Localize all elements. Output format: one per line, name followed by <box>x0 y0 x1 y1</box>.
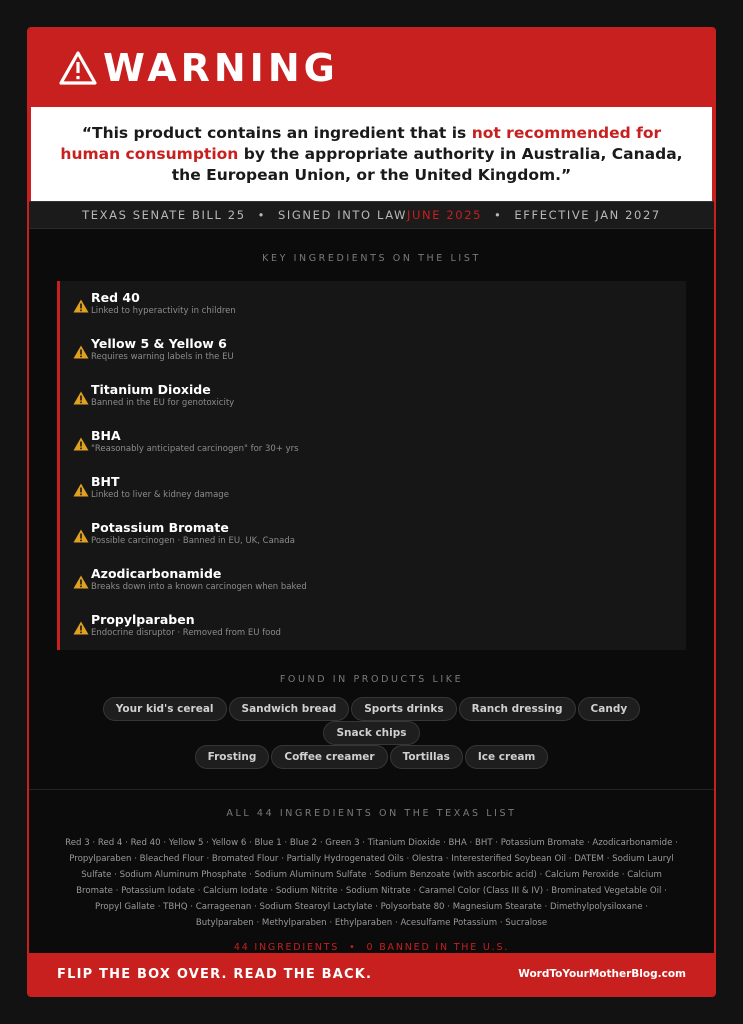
ingredient-description: Endocrine disruptor · Removed from EU food <box>91 628 281 638</box>
law-info-bar <box>29 201 714 229</box>
product-chips-row-1 <box>59 697 684 745</box>
ingredient-description: Linked to hyperactivity in children <box>91 306 236 316</box>
ingredient-description: Banned in the EU for genotoxicity <box>91 398 235 408</box>
ingredient-text <box>91 379 234 410</box>
ingredient-name: Propylparaben <box>91 612 195 627</box>
warning-icon <box>73 575 89 589</box>
signed-prefix: SIGNED INTO LAW <box>278 208 408 222</box>
ingredient-name: Azodicarbonamide <box>91 566 222 581</box>
warning-icon <box>73 483 89 497</box>
ingredient-item <box>60 287 686 333</box>
product-chip: Snack chips <box>323 721 419 745</box>
totals-separator: • <box>349 942 357 953</box>
warning-icon <box>73 529 89 543</box>
ingredient-text <box>91 609 281 640</box>
bill-name: TEXAS SENATE BILL 25 <box>82 208 246 222</box>
ingredient-text <box>91 333 234 364</box>
ingredient-item <box>60 333 686 379</box>
quote-highlight: not recommended for human consumption <box>60 123 662 163</box>
warning-icon <box>73 437 89 451</box>
ingredient-item <box>60 517 686 563</box>
product-chips-row-2 <box>59 745 684 769</box>
all-ingredients-heading: ALL 44 INGREDIENTS ON THE TEXAS LIST <box>226 808 517 819</box>
product-chip: Candy <box>578 697 641 721</box>
product-chip: Tortillas <box>390 745 463 769</box>
warning-icon <box>73 345 89 359</box>
ingredient-description: Breaks down into a known carcinogen when baked <box>91 582 307 592</box>
warning-icon <box>73 621 89 635</box>
ingredient-name: Yellow 5 & Yellow 6 <box>91 336 227 351</box>
total-ingredients: 44 INGREDIENTS <box>233 942 340 953</box>
product-chip: Your kid's cereal <box>103 697 227 721</box>
signed-date: JUNE 2025 <box>407 208 483 222</box>
ingredient-description: Requires warning labels in the EU <box>91 352 234 362</box>
product-chip: Ice cream <box>465 745 548 769</box>
ingredient-name: Potassium Bromate <box>91 520 229 535</box>
section-divider <box>29 789 714 790</box>
warning-icon <box>73 299 89 313</box>
ingredient-description: Possible carcinogen · Banned in EU, UK, Canada <box>91 536 295 546</box>
found-in-heading: FOUND IN PRODUCTS LIKE <box>279 674 464 685</box>
ingredient-description: Linked to liver & kidney damage <box>91 490 229 500</box>
law-separator: • <box>257 208 267 222</box>
ingredient-item <box>60 471 686 517</box>
ingredient-description: "Reasonably anticipated carcinogen" for 30+ yrs <box>91 444 299 454</box>
ingredient-text <box>91 425 299 456</box>
site-link[interactable]: WordToYourMotherBlog.com <box>518 968 686 980</box>
product-chip: Coffee creamer <box>271 745 387 769</box>
product-chip: Sandwich bread <box>229 697 350 721</box>
key-ingredients-heading: KEY INGREDIENTS ON THE LIST <box>262 253 481 264</box>
warning-quote <box>51 123 692 186</box>
warning-triangle-icon <box>59 51 97 85</box>
footer-cta: FLIP THE BOX OVER. READ THE BACK. <box>57 966 373 982</box>
product-chip: Frosting <box>195 745 270 769</box>
all-ingredients-list: Red 3 · Red 4 · Red 40 · Yellow 5 · Yellow 6 · Blue 1 · Blue 2 · Green 3 · Titanium Dioxide · BHA · BHT · Potassium Bromate · Azodicarbonamide · Propylparaben · Bleached Flour · Bromated Flour · Partially Hydrogenated Oils · Olestra · Interesterified Soybean Oil · DATEM · Sodium Lauryl Sulfate · Sodium Aluminum Phosphate · Sodium Aluminum Sulfate · Sodium Benzoate (with ascorbic acid) · Calcium Peroxide · Calcium Bromate · Potassium Iodate · Calcium Iodate · Sodium Nitrite · Sodium Nitrate · Caramel Color (Class III & IV) · Brominated Vegetable Oil · Propyl Gallate · TBHQ · Carrageenan · Sodium Stearoyl Lactylate · Polysorbate 80 · Magnesium Stearate · Dimethylpolysiloxane · Butylparaben · Methylparaben · Ethylparaben · Acesulfame Potassium · Sucralose <box>65 838 678 928</box>
ingredient-name: Red 40 <box>91 290 140 305</box>
key-ingredients-list <box>57 281 686 650</box>
warning-title: WARNING <box>103 46 339 90</box>
ingredient-item <box>60 563 686 609</box>
warning-icon <box>73 391 89 405</box>
ingredient-item <box>60 425 686 471</box>
effective-date: EFFECTIVE JAN 2027 <box>514 208 661 222</box>
ingredient-text <box>91 287 236 318</box>
ingredient-text <box>91 517 295 548</box>
warning-banner <box>29 29 714 107</box>
ingredient-name: BHA <box>91 428 121 443</box>
ingredient-item <box>60 609 686 655</box>
ingredient-text <box>91 471 229 502</box>
total-banned: 0 BANNED IN THE U.S. <box>366 942 510 953</box>
quote-box <box>29 107 714 201</box>
product-chip: Ranch dressing <box>459 697 576 721</box>
warning-card <box>27 27 716 997</box>
ingredient-name: BHT <box>91 474 120 489</box>
ingredient-text <box>91 563 307 594</box>
ingredient-totals <box>29 942 714 953</box>
footer-banner <box>29 953 714 995</box>
ingredient-name: Titanium Dioxide <box>91 382 211 397</box>
ingredient-item <box>60 379 686 425</box>
product-chip: Sports drinks <box>351 697 456 721</box>
law-separator: • <box>494 208 503 222</box>
quote-text-before: “This product contains an ingredient that is <box>81 123 472 142</box>
quote-text-after: by the appropriate authority in Australia, Canada, the European Union, or the United Kingdom.” <box>171 144 683 184</box>
